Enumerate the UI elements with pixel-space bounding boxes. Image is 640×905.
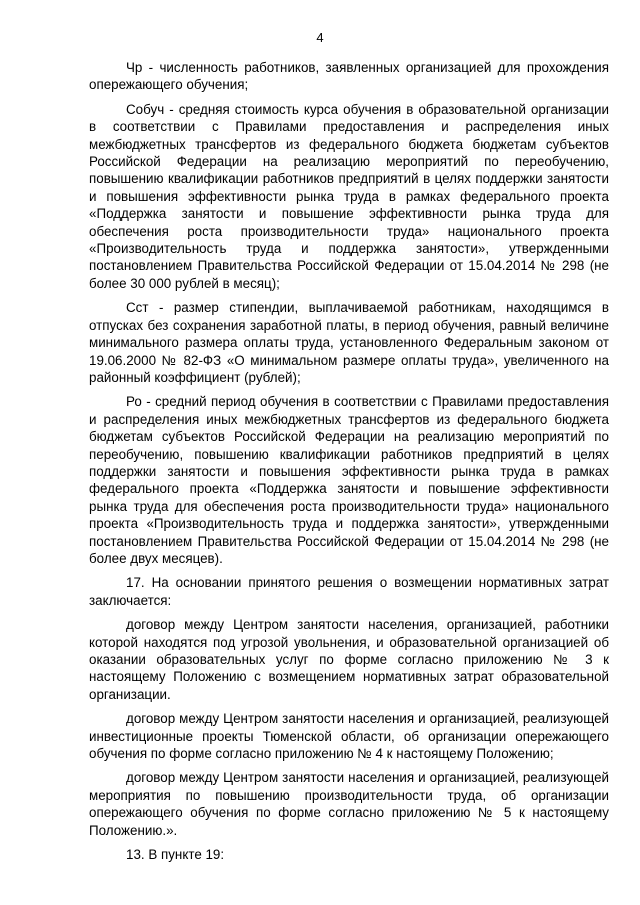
paragraph-sobuch-definition: Собуч - средняя стоимость курса обучения в образовательной организации в соответствии с Правилами предоставления и распределения иных межбюджетных трансфертов из федерального бюджета бюджетам субъектов Российской Федерации на реализацию мероприятий по переобучению, повышению квалификации работников предприятий в целях поддержки занятости и повышения эффективности рынка труда в рамках федерального проекта «Поддержка занятости и повышение эффективности рынка труда для обеспечения роста производительности труда» национального проекта «Производительность труда и поддержка занятости», утвержденными постановлением Правительства Российской Федерации от 15.04.2014 № 298 (не более 30 000 рублей в месяц);: [89, 101, 609, 291]
paragraph-chr-definition: Чр - численность работников, заявленных организацией для прохождения опережающего обучения;: [89, 60, 609, 93]
document-body: [89, 59, 609, 870]
paragraph-contract-education: договор между Центром занятости населения, организацией, работники которой находятся под угрозой увольнения, и образовательной организацией об оказании образовательных услуг по форме согласно приложению № 3 к настоящему Положению с возмещением нормативных затрат образовательной организации.: [89, 617, 609, 702]
paragraph-sst-definition: Сст - размер стипендии, выплачиваемой работникам, находящимся в отпусках без сохранения заработной платы, в период обучения, равный величине минимального размера оплаты труда, установленного Федеральным законом от 19.06.2000 № 82-ФЗ «О минимальном размере оплаты труда», увеличенного на районный коэффициент (рублей);: [89, 300, 609, 385]
paragraph-contract-productivity: договор между Центром занятости населения и организацией, реализующей мероприятия по повышению производительности труда, об организации опережающего обучения по форме согласно приложению № 5 к настоящему Положению.».: [89, 770, 609, 838]
paragraph-ro-definition: Ро - средний период обучения в соответствии с Правилами предоставления и распределения иных межбюджетных трансфертов из федерального бюджета бюджетам субъектов Российской Федерации на реализацию мероприятий по переобучению, повышению квалификации работников предприятий в целях поддержки занятости и повышения эффективности рынка труда в рамках федерального проекта «Поддержка занятости и повышение эффективности рынка труда для обеспечения роста производительности труда» национального проекта «Производительность труда и поддержка занятости», утвержденными постановлением Правительства Российской Федерации от 15.04.2014 № 298 (не более двух месяцев).: [89, 394, 609, 566]
paragraph-item-17: 17. На основании принятого решения о возмещении нормативных затрат заключается:: [89, 575, 609, 608]
paragraph-contract-investment: договор между Центром занятости населения и организацией, реализующей инвестиционные проекты Тюменской области, об организации опережающего обучения по форме согласно приложению № 4 к настоящему Положению;: [89, 711, 609, 762]
page-number: 4: [316, 30, 324, 45]
paragraph-item-13: 13. В пункте 19:: [126, 847, 225, 863]
